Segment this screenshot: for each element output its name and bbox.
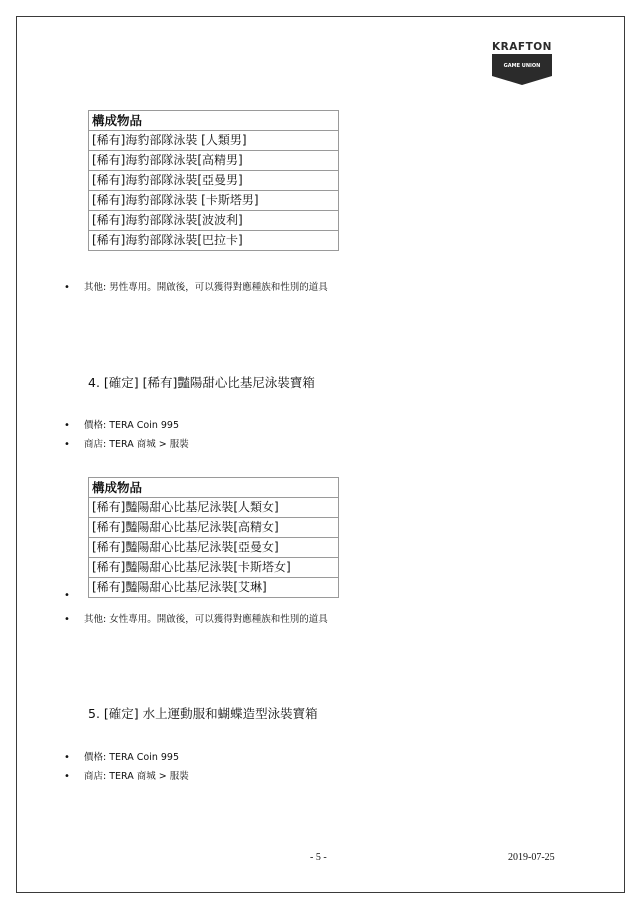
bullet-shop-5 [64,768,189,782]
logo-wordmark: KRAFTON [492,41,552,53]
bullet-icon: • [64,771,70,782]
bullet-icon: • [64,590,70,601]
section4-heading: 4. [確定] [稀有]豔陽甜心比基尼泳裝寶箱 [88,375,315,390]
table-row: [稀有]豔陽甜心比基尼泳裝[人類女] [89,498,339,518]
bullet-price-4 [64,417,179,431]
bullet-icon: • [64,439,70,450]
bullet-icon: • [64,614,70,625]
bullet-note-female [64,611,328,625]
bullet-icon: • [64,420,70,431]
price-text: 價格: TERA Coin 995 [84,420,180,431]
table-row: [稀有]海豹部隊泳裝[高精男] [89,151,339,171]
table-row: [稀有]豔陽甜心比基尼泳裝[亞曼女] [89,538,339,558]
shop-text: 商店: TERA 商城 > 服裝 [84,771,189,782]
bullet-price-5 [64,749,179,763]
table-row: [稀有]豔陽甜心比基尼泳裝[高精女] [89,518,339,538]
table-row: [稀有]海豹部隊泳裝[巴拉卡] [89,231,339,251]
composition-table-male [88,110,339,251]
table-row: [稀有]豔陽甜心比基尼泳裝[艾琳] [89,578,339,598]
table-row: [稀有]海豹部隊泳裝 [卡斯塔男] [89,191,339,211]
section5-heading: 5. [確定] 水上運動服和蝴蝶造型泳裝寶箱 [88,706,318,721]
page-number: - 5 - [310,852,327,863]
table-header: 構成物品 [89,111,339,131]
note-text: 其他: 女性專用。開啟後，可以獲得對應種族和性別的道具 [84,614,328,625]
price-text: 價格: TERA Coin 995 [84,752,180,763]
document-date: 2019-07-25 [508,852,555,863]
bullet-shop-4 [64,436,189,450]
krafton-logo [492,38,552,86]
composition-table-female [88,477,339,598]
table-header: 構成物品 [89,478,339,498]
table-row: [稀有]海豹部隊泳裝 [人類男] [89,131,339,151]
logo-subtitle: GAME UNION [503,63,541,69]
bullet-icon: • [64,752,70,763]
note-text: 其他: 男性專用。開啟後，可以獲得對應種族和性別的道具 [84,282,328,293]
shop-text: 商店: TERA 商城 > 服裝 [84,439,189,450]
table-row: [稀有]海豹部隊泳裝[亞曼男] [89,171,339,191]
bullet-note-male [64,279,328,293]
table-row: [稀有]豔陽甜心比基尼泳裝[卡斯塔女] [89,558,339,578]
bullet-icon: • [64,282,70,293]
table-row: [稀有]海豹部隊泳裝[波波利] [89,211,339,231]
